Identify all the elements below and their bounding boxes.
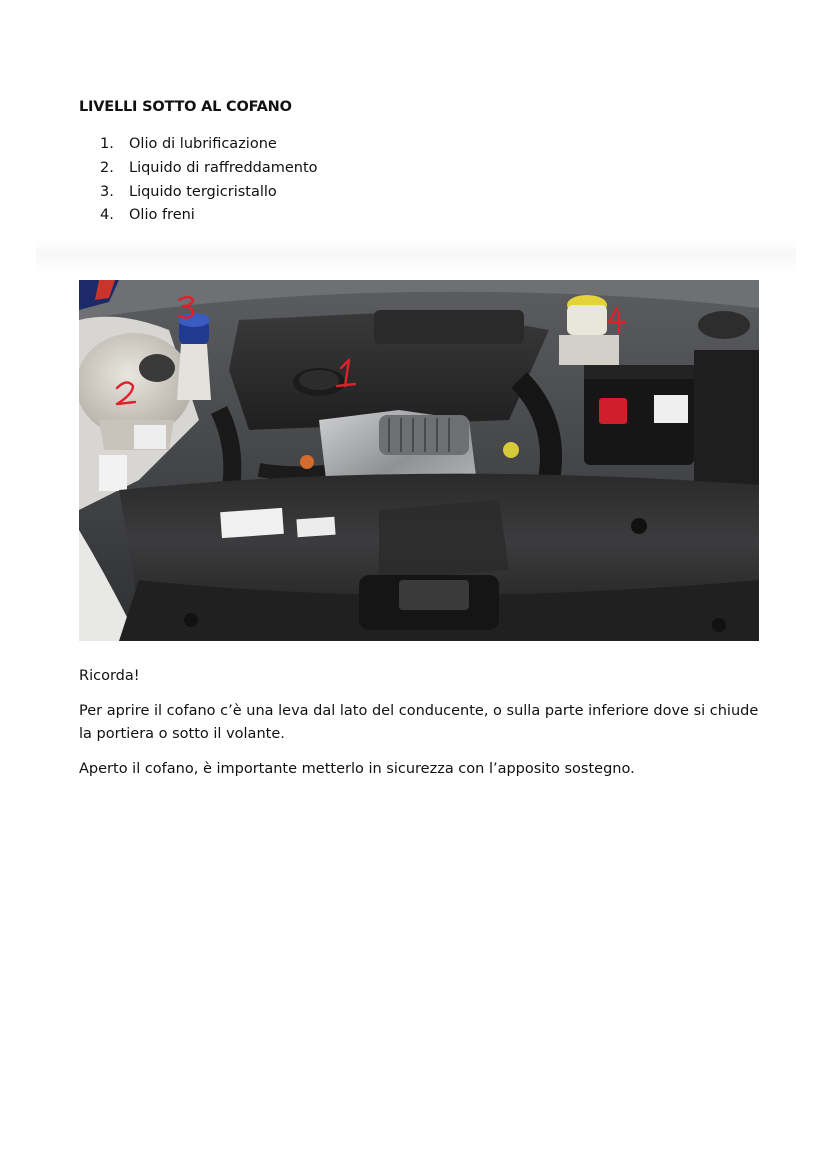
paragraph-hood-lever: Per aprire il cofano c’è una leva dal lato del conducente, o sulla parte inferiore dove si chiude la portiera o sotto il volante. [79, 703, 759, 742]
levels-list [100, 133, 318, 228]
engine-bay-illustration [79, 280, 759, 641]
list-item [100, 133, 318, 157]
list-item-number: 1. [100, 136, 114, 152]
image-shadow-band [36, 238, 796, 274]
list-item-label: Olio freni [129, 207, 195, 224]
reminder-title: Ricorda! [79, 668, 140, 684]
list-item [100, 157, 318, 181]
section-heading: LIVELLI SOTTO AL COFANO [79, 99, 292, 115]
list-item-label: Liquido tergicristallo [129, 183, 277, 200]
list-item-number: 4. [100, 207, 114, 224]
list-item-number: 3. [100, 183, 114, 200]
list-item [100, 181, 318, 205]
list-item-label: Olio di lubrificazione [129, 136, 277, 152]
list-item-label: Liquido di raffreddamento [129, 159, 318, 176]
paragraph-hood-support: Aperto il cofano, è importante metterlo in sicurezza con l’apposito sostegno. [79, 761, 635, 777]
list-item-number: 2. [100, 159, 114, 176]
list-item [100, 204, 318, 228]
engine-bay-photo [79, 280, 759, 641]
